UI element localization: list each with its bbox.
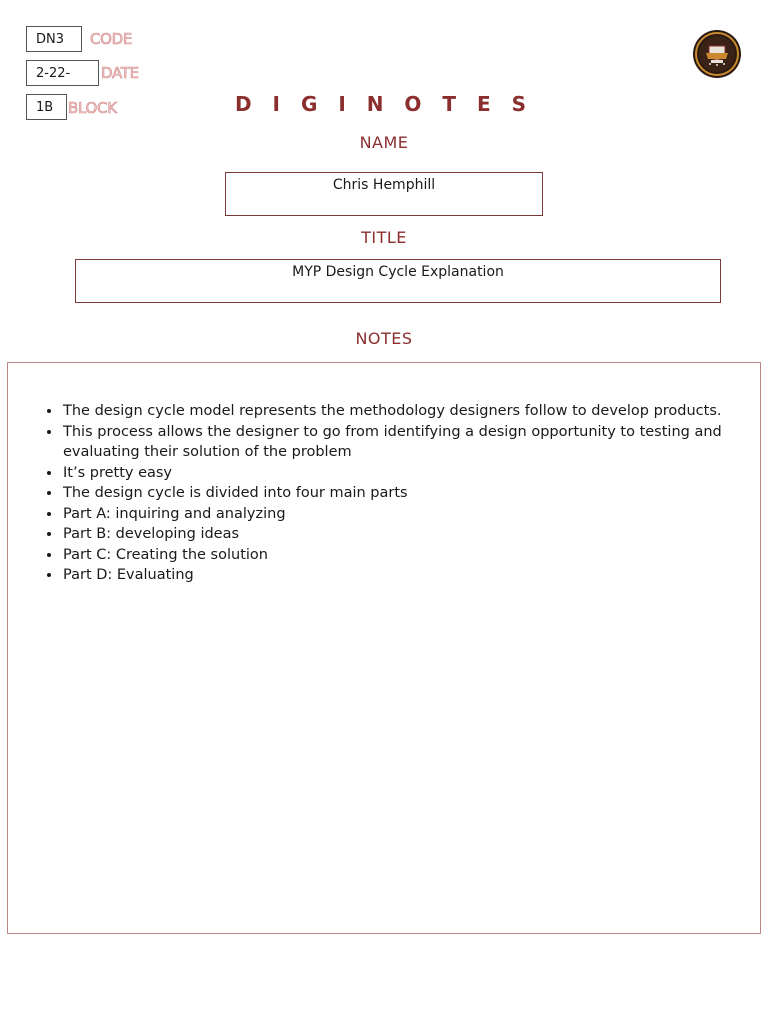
name-heading: NAME [359, 133, 409, 152]
block-label: BLOCK [68, 99, 117, 117]
date-label: DATE [101, 64, 139, 82]
list-item: • Part A: inquiring and analyzing [62, 504, 768, 525]
date-field[interactable]: 2-22- [26, 60, 99, 86]
list-item: • The design cycle model represents the methodology designers follow to develop products. [62, 401, 768, 422]
list-item: • Part B: developing ideas [62, 524, 768, 545]
school-crest-icon [692, 29, 742, 79]
notes-heading: NOTES [355, 329, 413, 348]
title-heading: TITLE [361, 228, 407, 247]
list-item: • This process allows the designer to go from identifying a design opportunity to testing and evaluating their solution of the problem [62, 422, 768, 463]
list-item: • Part D: Evaluating [62, 565, 768, 586]
list-item: • It’s pretty easy [62, 463, 768, 484]
code-label: CODE [90, 30, 133, 48]
code-field[interactable]: DN3 [26, 26, 82, 52]
list-item: • The design cycle is divided into four main parts [62, 483, 768, 504]
notes-list [29, 401, 768, 586]
title-field[interactable]: MYP Design Cycle Explanation [75, 259, 721, 303]
page-title: D I G I N O T E S [234, 92, 534, 116]
notes-field[interactable] [7, 362, 761, 934]
name-field[interactable]: Chris Hemphill [225, 172, 543, 216]
block-field[interactable]: 1B [26, 94, 67, 120]
list-item: • Part C: Creating the solution [62, 545, 768, 566]
